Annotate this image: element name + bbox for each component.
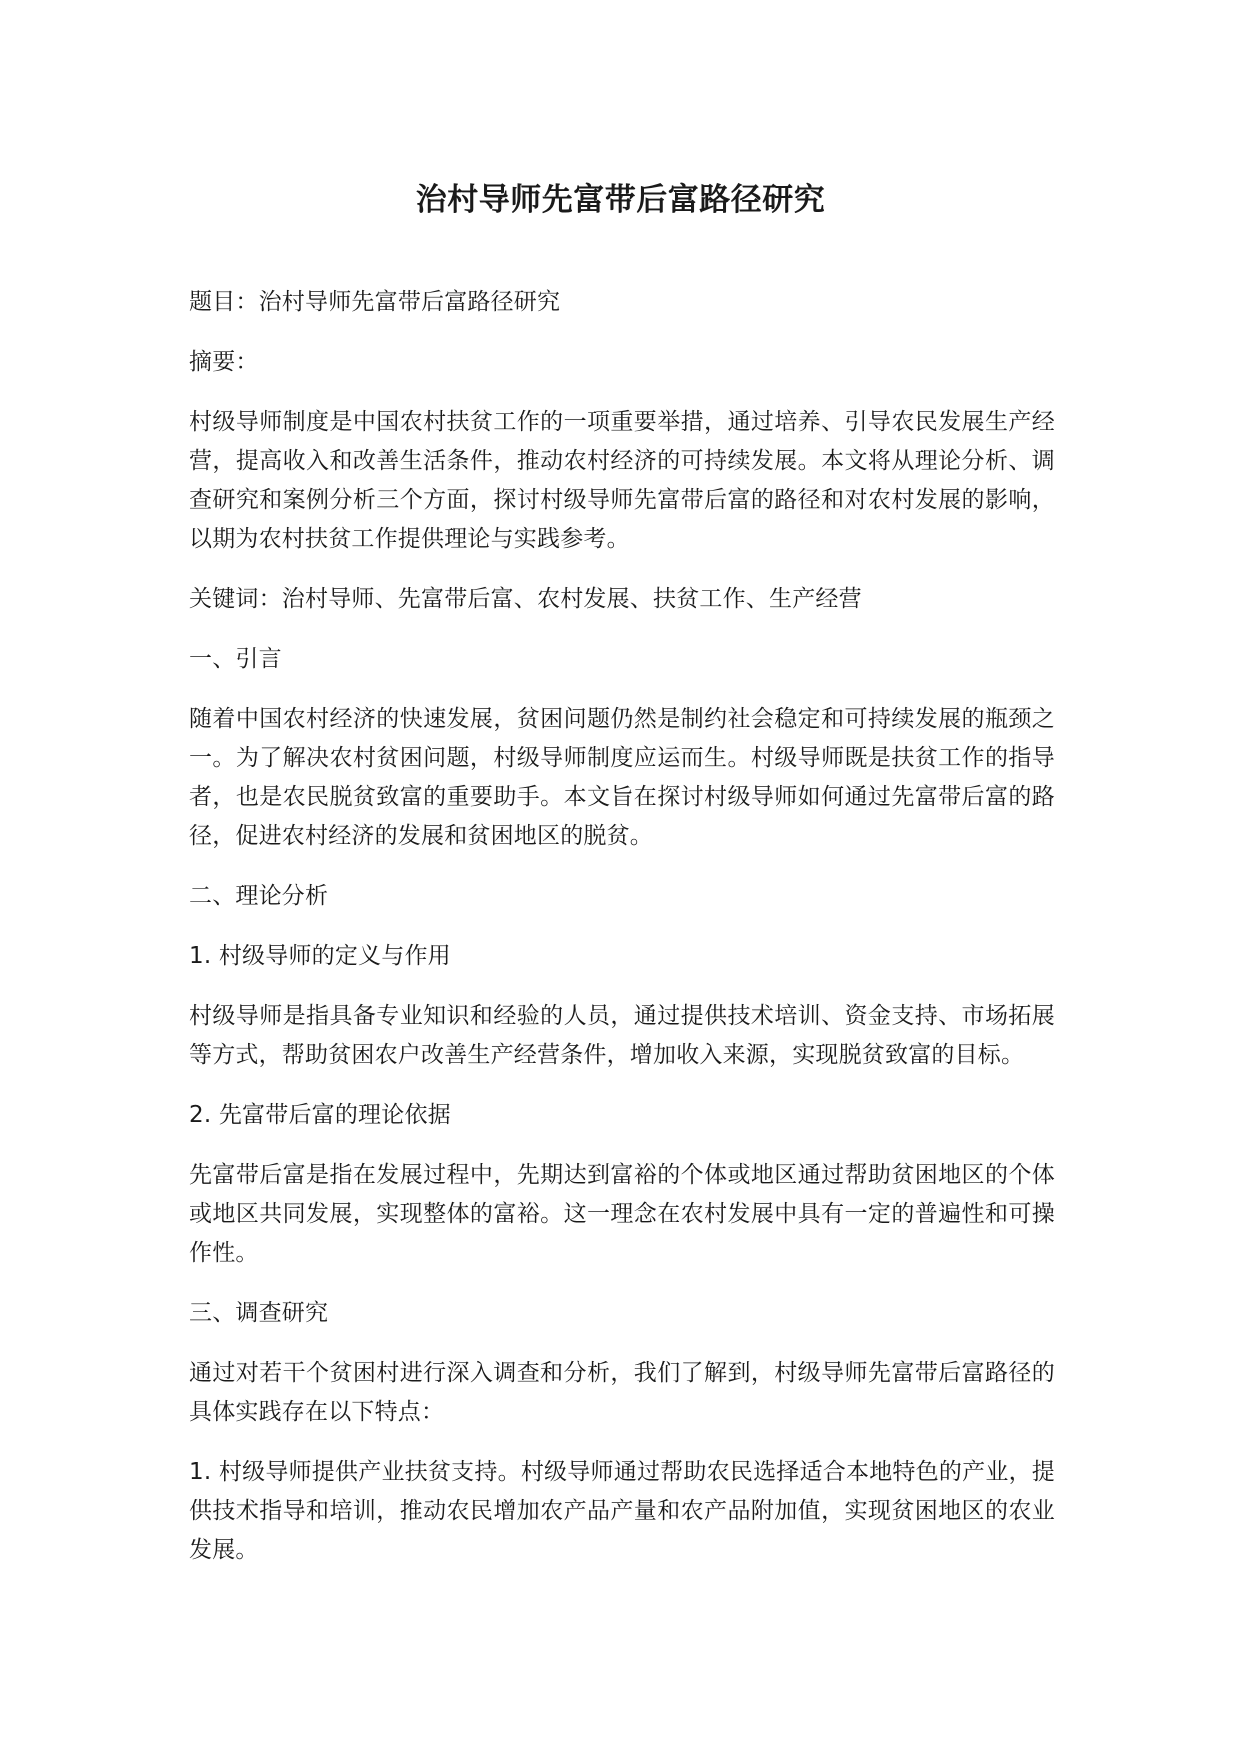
survey-point-1: 1. 村级导师提供产业扶贫支持。村级导师通过帮助农民选择适合本地特色的产业，提供技术指导和培训，推动农民增加农产品产量和农产品附加值，实现贫困地区的农业发展。 [189, 1459, 1055, 1563]
section-heading-theory: 二、理论分析 [189, 883, 329, 909]
section-heading-introduction: 一、引言 [189, 646, 282, 672]
keywords-line: 关键词：治村导师、先富带后富、农村发展、扶贫工作、生产经营 [189, 586, 862, 612]
definition-paragraph: 村级导师是指具备专业知识和经验的人员，通过提供技术培训、资金支持、市场拓展等方式，帮助贫困农户改善生产经营条件，增加收入来源，实现脱贫致富的目标。 [189, 1003, 1055, 1068]
subheading-theory-basis: 2. 先富带后富的理论依据 [189, 1102, 451, 1128]
abstract-heading: 摘要： [189, 349, 259, 375]
document-body [189, 283, 1055, 1591]
document-title: 治村导师先富带后富路径研究 [415, 182, 826, 218]
topic-line: 题目：治村导师先富带后富路径研究 [189, 289, 561, 315]
theory-basis-paragraph: 先富带后富是指在发展过程中，先期达到富裕的个体或地区通过帮助贫困地区的个体或地区共同发展，实现整体的富裕。这一理念在农村发展中具有一定的普遍性和可操作性。 [189, 1162, 1055, 1266]
introduction-paragraph: 随着中国农村经济的快速发展，贫困问题仍然是制约社会稳定和可持续发展的瓶颈之一。为了解决农村贫困问题，村级导师制度应运而生。村级导师既是扶贫工作的指导者，也是农民脱贫致富的重要助手。本文旨在探讨村级导师如何通过先富带后富的路径，促进农村经济的发展和贫困地区的脱贫。 [189, 706, 1055, 849]
abstract-paragraph: 村级导师制度是中国农村扶贫工作的一项重要举措，通过培养、引导农民发展生产经营，提高收入和改善生活条件，推动农村经济的可持续发展。本文将从理论分析、调查研究和案例分析三个方面，探讨村级导师先富带后富的路径和对农村发展的影响，以期为农村扶贫工作提供理论与实践参考。 [189, 409, 1055, 552]
survey-paragraph: 通过对若干个贫困村进行深入调查和分析，我们了解到，村级导师先富带后富路径的具体实践存在以下特点： [189, 1360, 1055, 1425]
subheading-definition: 1. 村级导师的定义与作用 [189, 943, 451, 969]
section-heading-survey: 三、调查研究 [189, 1300, 329, 1326]
